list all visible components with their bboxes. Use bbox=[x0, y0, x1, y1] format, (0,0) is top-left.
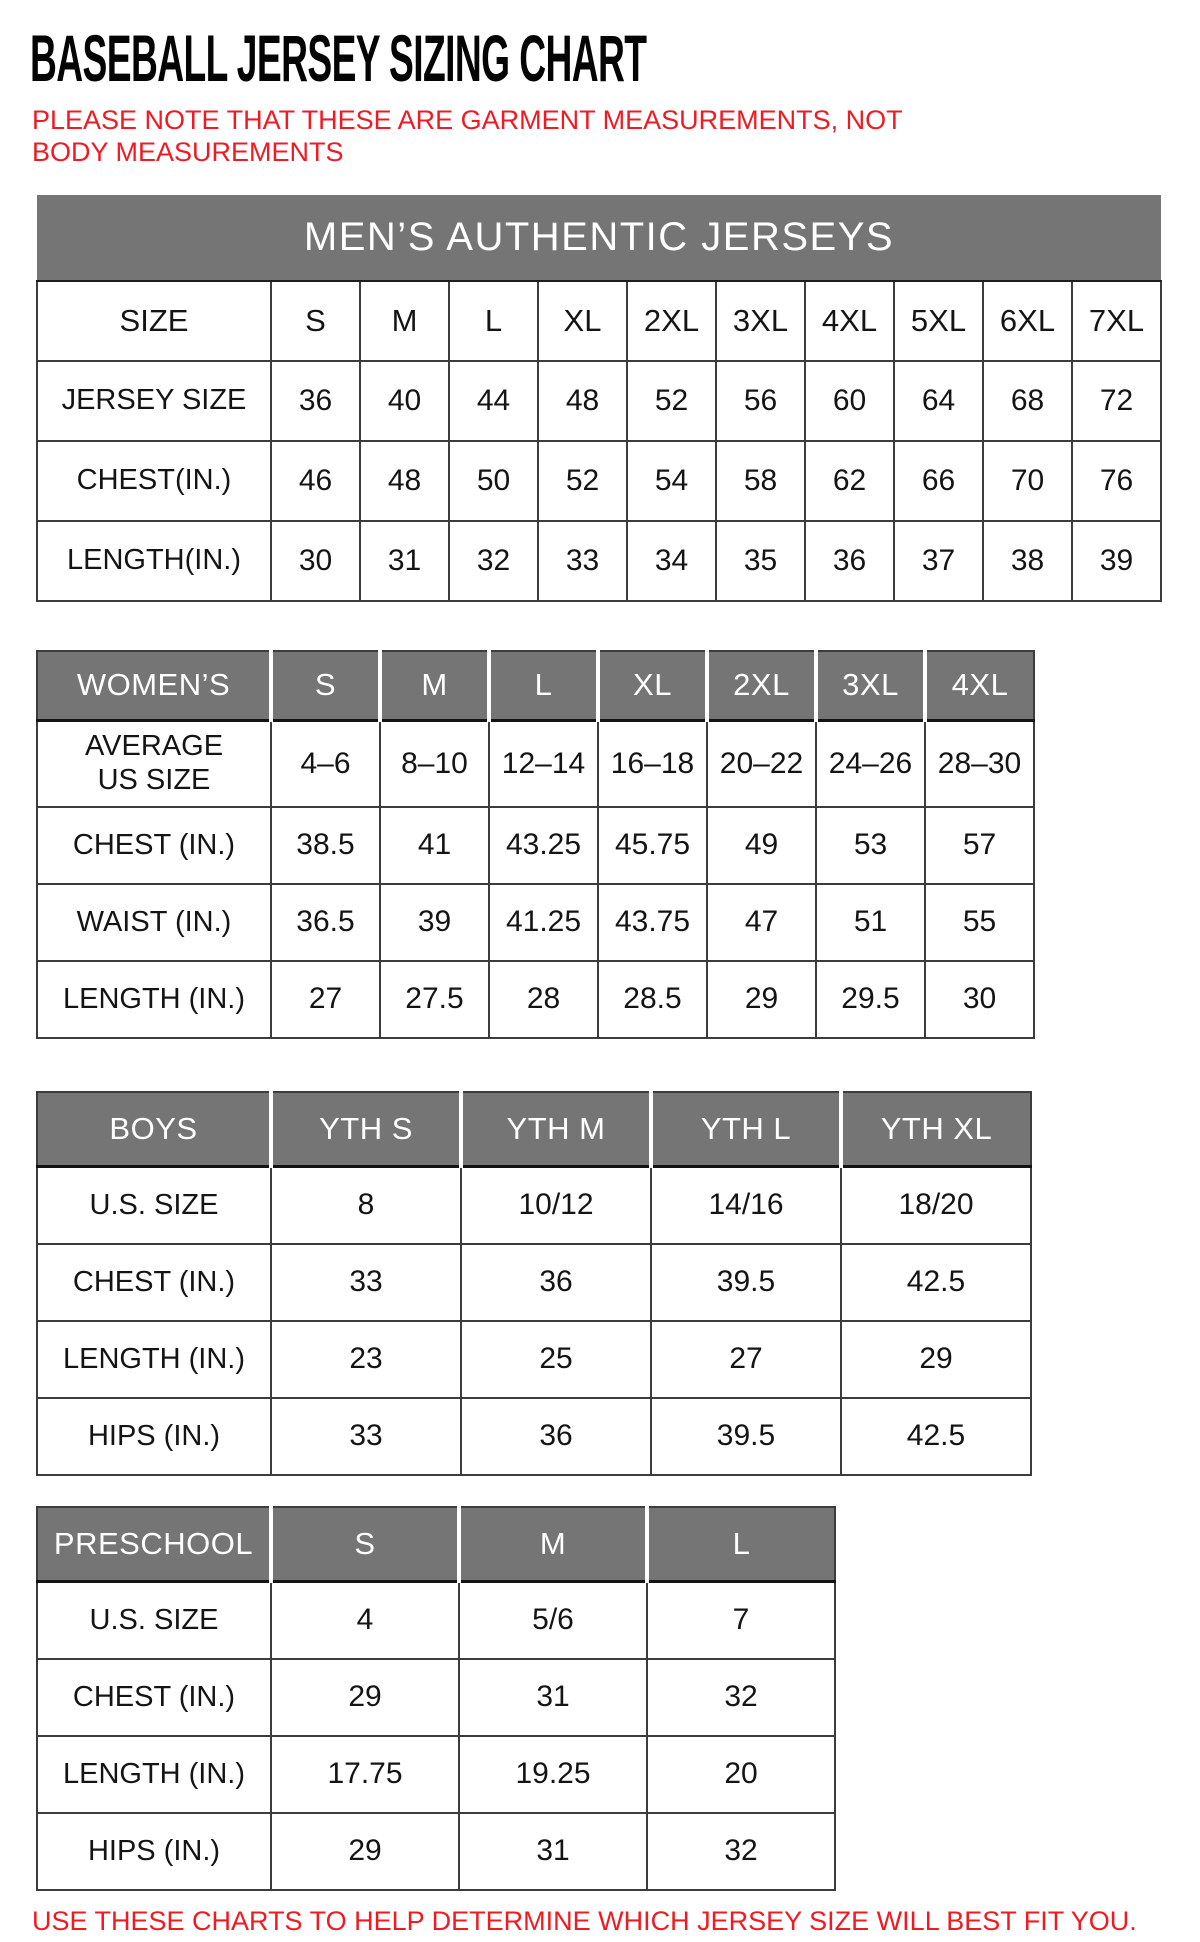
womens-column-header: 2XL bbox=[707, 651, 816, 721]
boys-size-value: 39.5 bbox=[651, 1398, 841, 1475]
mens-size-value: 52 bbox=[627, 361, 716, 441]
womens-size-value: 20–22 bbox=[707, 720, 816, 807]
womens-row-label-text: AVERAGE US SIZE bbox=[84, 730, 224, 796]
womens-row-label-text: LENGTH (IN.) bbox=[62, 982, 246, 1015]
mens-row-label-text: JERSEY SIZE bbox=[61, 384, 247, 417]
mens-column-header: 4XL bbox=[805, 281, 894, 361]
footer-text: USE THESE CHARTS TO HELP DETERMINE WHICH JERSEY SIZE WILL BEST FIT YOU. bbox=[32, 1905, 1137, 1936]
preschool-size-value: 32 bbox=[647, 1813, 835, 1890]
womens-size-value: 28.5 bbox=[598, 961, 707, 1038]
boys-row-label-text: HIPS (IN.) bbox=[87, 1419, 221, 1452]
preschool-column-header: M bbox=[459, 1507, 647, 1582]
preschool-row-label bbox=[37, 1736, 271, 1813]
boys-size-value: 36 bbox=[461, 1244, 651, 1321]
preschool-size-value: 29 bbox=[271, 1813, 459, 1890]
mens-column-header: 3XL bbox=[716, 281, 805, 361]
womens-column-header: S bbox=[271, 651, 380, 721]
womens-size-value: 12–14 bbox=[489, 720, 598, 807]
womens-column-header: M bbox=[380, 651, 489, 721]
womens-column-header: XL bbox=[598, 651, 707, 721]
womens-size-value: 16–18 bbox=[598, 720, 707, 807]
womens-table-section bbox=[30, 650, 1200, 1039]
boys-table-section bbox=[30, 1091, 1200, 1476]
womens-size-value: 43.75 bbox=[598, 884, 707, 961]
mens-size-value: 30 bbox=[271, 521, 360, 601]
mens-column-header: XL bbox=[538, 281, 627, 361]
womens-size-value: 57 bbox=[925, 807, 1034, 884]
womens-size-value: 43.25 bbox=[489, 807, 598, 884]
mens-column-header: 2XL bbox=[627, 281, 716, 361]
mens-banner: MEN’S AUTHENTIC JERSEYS bbox=[37, 195, 1161, 281]
mens-size-table bbox=[36, 195, 1162, 602]
mens-size-value: 70 bbox=[983, 441, 1072, 521]
womens-size-value: 29 bbox=[707, 961, 816, 1038]
womens-size-value: 38.5 bbox=[271, 807, 380, 884]
womens-size-value: 55 bbox=[925, 884, 1034, 961]
mens-size-value: 33 bbox=[538, 521, 627, 601]
boys-size-value: 33 bbox=[271, 1398, 461, 1475]
mens-size-value: 66 bbox=[894, 441, 983, 521]
boys-row-label bbox=[37, 1321, 271, 1398]
boys-row-label-text: LENGTH (IN.) bbox=[62, 1342, 246, 1375]
mens-size-value: 76 bbox=[1072, 441, 1161, 521]
womens-size-value: 51 bbox=[816, 884, 925, 961]
preschool-row-label-text: LENGTH (IN.) bbox=[62, 1757, 246, 1790]
womens-row-label bbox=[37, 961, 271, 1038]
womens-size-value: 53 bbox=[816, 807, 925, 884]
mens-column-header: 7XL bbox=[1072, 281, 1161, 361]
mens-size-value: 50 bbox=[449, 441, 538, 521]
boys-size-value: 10/12 bbox=[461, 1166, 651, 1244]
womens-column-header: 4XL bbox=[925, 651, 1034, 721]
boys-size-value: 29 bbox=[841, 1321, 1031, 1398]
womens-size-value: 30 bbox=[925, 961, 1034, 1038]
womens-size-value: 29.5 bbox=[816, 961, 925, 1038]
womens-size-value: 47 bbox=[707, 884, 816, 961]
mens-row-label bbox=[37, 521, 271, 601]
boys-column-header: YTH M bbox=[461, 1092, 651, 1167]
womens-size-value: 27 bbox=[271, 961, 380, 1038]
womens-size-value: 49 bbox=[707, 807, 816, 884]
preschool-size-value: 29 bbox=[271, 1659, 459, 1736]
womens-column-header: L bbox=[489, 651, 598, 721]
preschool-size-value: 20 bbox=[647, 1736, 835, 1813]
mens-size-value: 64 bbox=[894, 361, 983, 441]
preschool-size-value: 4 bbox=[271, 1581, 459, 1659]
preschool-size-value: 19.25 bbox=[459, 1736, 647, 1813]
womens-header-label: WOMEN’S bbox=[37, 651, 271, 721]
womens-size-value: 27.5 bbox=[380, 961, 489, 1038]
womens-size-table bbox=[36, 650, 1035, 1039]
boys-header-label: BOYS bbox=[37, 1092, 271, 1167]
mens-row-label bbox=[37, 361, 271, 441]
mens-size-value: 60 bbox=[805, 361, 894, 441]
mens-column-header: L bbox=[449, 281, 538, 361]
boys-size-value: 42.5 bbox=[841, 1244, 1031, 1321]
womens-row-label-text: WAIST (IN.) bbox=[76, 905, 232, 938]
boys-size-value: 33 bbox=[271, 1244, 461, 1321]
mens-size-value: 31 bbox=[360, 521, 449, 601]
preschool-row-label-text: U.S. SIZE bbox=[89, 1603, 219, 1636]
womens-column-header: 3XL bbox=[816, 651, 925, 721]
mens-size-value: 40 bbox=[360, 361, 449, 441]
boys-size-value: 8 bbox=[271, 1166, 461, 1244]
preschool-row-label bbox=[37, 1581, 271, 1659]
mens-size-value: 62 bbox=[805, 441, 894, 521]
mens-column-header: 5XL bbox=[894, 281, 983, 361]
boys-column-header: YTH S bbox=[271, 1092, 461, 1167]
mens-size-value: 39 bbox=[1072, 521, 1161, 601]
mens-row-label-text: CHEST(IN.) bbox=[76, 464, 232, 497]
womens-row-label bbox=[37, 807, 271, 884]
mens-size-value: 58 bbox=[716, 441, 805, 521]
boys-column-header: YTH XL bbox=[841, 1092, 1031, 1167]
garment-measurements-note: PLEASE NOTE THAT THESE ARE GARMENT MEASUREMENTS, NOT BODY MEASUREMENTS bbox=[32, 105, 903, 168]
womens-size-value: 24–26 bbox=[816, 720, 925, 807]
mens-size-value: 72 bbox=[1072, 361, 1161, 441]
preschool-column-header: L bbox=[647, 1507, 835, 1582]
boys-size-value: 36 bbox=[461, 1398, 651, 1475]
mens-size-value: 52 bbox=[538, 441, 627, 521]
mens-size-value: 44 bbox=[449, 361, 538, 441]
womens-row-label bbox=[37, 884, 271, 961]
preschool-row-label-text: CHEST (IN.) bbox=[72, 1680, 236, 1713]
boys-row-label bbox=[37, 1244, 271, 1321]
womens-size-value: 28 bbox=[489, 961, 598, 1038]
mens-size-value: 35 bbox=[716, 521, 805, 601]
page-title: BASEBALL JERSEY SIZING CHART bbox=[30, 22, 647, 97]
preschool-header-label: PRESCHOOL bbox=[37, 1507, 271, 1582]
womens-size-value: 8–10 bbox=[380, 720, 489, 807]
mens-size-value: 46 bbox=[271, 441, 360, 521]
mens-size-value: 34 bbox=[627, 521, 716, 601]
womens-size-value: 39 bbox=[380, 884, 489, 961]
mens-table-section bbox=[30, 195, 1200, 602]
mens-size-value: 32 bbox=[449, 521, 538, 601]
preschool-row-label bbox=[37, 1659, 271, 1736]
boys-size-table bbox=[36, 1091, 1032, 1476]
womens-size-value: 4–6 bbox=[271, 720, 380, 807]
preschool-column-header: S bbox=[271, 1507, 459, 1582]
mens-row-label: SIZE bbox=[37, 281, 271, 361]
womens-size-value: 28–30 bbox=[925, 720, 1034, 807]
preschool-size-value: 5/6 bbox=[459, 1581, 647, 1659]
preschool-size-value: 32 bbox=[647, 1659, 835, 1736]
boys-column-header: YTH L bbox=[651, 1092, 841, 1167]
mens-column-header: 6XL bbox=[983, 281, 1072, 361]
womens-size-value: 45.75 bbox=[598, 807, 707, 884]
boys-row-label-text: CHEST (IN.) bbox=[72, 1265, 236, 1298]
mens-row-label bbox=[37, 441, 271, 521]
boys-size-value: 27 bbox=[651, 1321, 841, 1398]
boys-size-value: 18/20 bbox=[841, 1166, 1031, 1244]
preschool-size-table bbox=[36, 1506, 836, 1891]
mens-size-value: 37 bbox=[894, 521, 983, 601]
preschool-size-value: 7 bbox=[647, 1581, 835, 1659]
preschool-size-value: 17.75 bbox=[271, 1736, 459, 1813]
boys-size-value: 25 bbox=[461, 1321, 651, 1398]
preschool-size-value: 31 bbox=[459, 1813, 647, 1890]
mens-size-value: 48 bbox=[360, 441, 449, 521]
womens-size-value: 36.5 bbox=[271, 884, 380, 961]
womens-row-label-text: CHEST (IN.) bbox=[72, 828, 236, 861]
boys-size-value: 14/16 bbox=[651, 1166, 841, 1244]
mens-column-header: S bbox=[271, 281, 360, 361]
mens-size-value: 36 bbox=[805, 521, 894, 601]
mens-size-value: 36 bbox=[271, 361, 360, 441]
mens-size-value: 54 bbox=[627, 441, 716, 521]
mens-row-label-text: LENGTH(IN.) bbox=[67, 544, 241, 577]
mens-size-value: 38 bbox=[983, 521, 1072, 601]
preschool-row-label bbox=[37, 1813, 271, 1890]
womens-row-label bbox=[37, 720, 271, 807]
womens-size-value: 41 bbox=[380, 807, 489, 884]
womens-size-value: 41.25 bbox=[489, 884, 598, 961]
boys-size-value: 39.5 bbox=[651, 1244, 841, 1321]
mens-column-header: M bbox=[360, 281, 449, 361]
boys-size-value: 23 bbox=[271, 1321, 461, 1398]
mens-size-value: 56 bbox=[716, 361, 805, 441]
boys-size-value: 42.5 bbox=[841, 1398, 1031, 1475]
mens-size-value: 68 bbox=[983, 361, 1072, 441]
boys-row-label bbox=[37, 1166, 271, 1244]
mens-size-value: 48 bbox=[538, 361, 627, 441]
boys-row-label-text: U.S. SIZE bbox=[89, 1188, 219, 1221]
preschool-size-value: 31 bbox=[459, 1659, 647, 1736]
preschool-table-section bbox=[30, 1506, 1200, 1891]
preschool-row-label-text: HIPS (IN.) bbox=[87, 1834, 221, 1867]
boys-row-label bbox=[37, 1398, 271, 1475]
